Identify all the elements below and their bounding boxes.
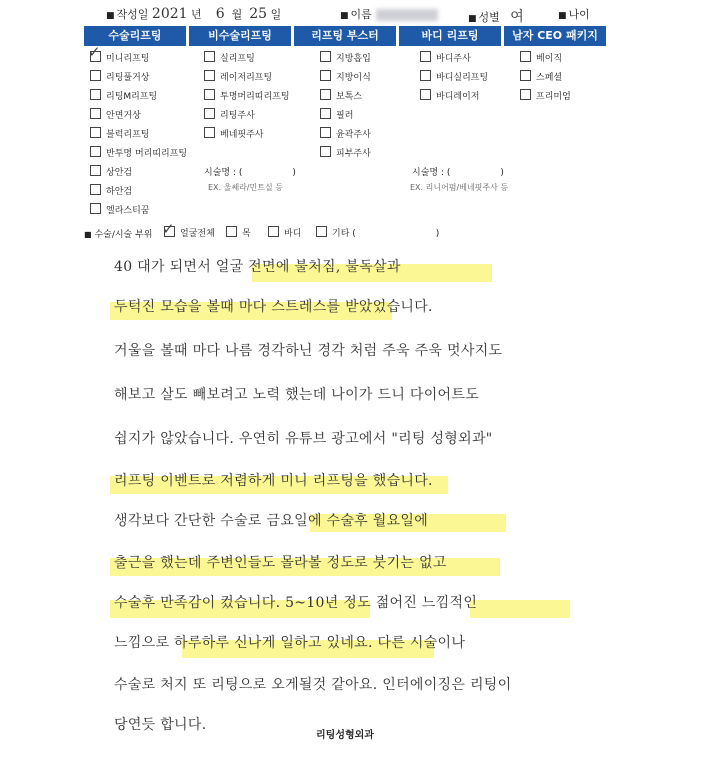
checkbox[interactable] xyxy=(320,127,331,138)
highlight xyxy=(470,600,570,618)
option-label: 얼굴전체 xyxy=(180,229,215,239)
option-item[interactable] xyxy=(420,89,488,108)
gender-value: 여 xyxy=(510,9,524,25)
option-label: 하안검 xyxy=(106,187,133,197)
checkbox[interactable] xyxy=(204,108,215,119)
option-item[interactable] xyxy=(320,146,371,165)
age-label: 나이 xyxy=(568,8,590,21)
option-item[interactable] xyxy=(520,89,571,108)
checkbox[interactable] xyxy=(204,51,215,62)
option-label: 바디레이저 xyxy=(436,92,480,102)
option-label: 리팅M리프팅 xyxy=(106,92,158,102)
option-label: 목 xyxy=(242,229,251,239)
checkbox[interactable] xyxy=(204,89,215,100)
checkbox[interactable] xyxy=(320,89,331,100)
review-line: 쉽지가 않았습니다. 우연히 유튜브 광고에서 "리팅 성형외과" xyxy=(114,431,493,447)
option-label: 미니리프팅 xyxy=(106,54,150,64)
checkbox[interactable] xyxy=(90,89,101,100)
review-line: 거울을 볼때 마다 나름 경각하닌 경각 처럼 주욱 주욱 멋사지도 xyxy=(114,343,503,359)
checkbox[interactable] xyxy=(320,146,331,157)
area-label: ■ 수술/시술 부위 xyxy=(84,230,153,240)
checkbox[interactable] xyxy=(520,51,531,62)
review-line: 출근을 했는데 주변인들도 몰라볼 정도로 붓기는 없고 xyxy=(114,555,447,571)
option-item[interactable] xyxy=(204,127,290,146)
option-item[interactable] xyxy=(88,43,187,70)
option-item[interactable] xyxy=(90,165,187,184)
options-column-booster xyxy=(320,51,371,165)
option-label: 지방이식 xyxy=(336,73,371,83)
checkbox[interactable] xyxy=(162,220,175,238)
option-item[interactable] xyxy=(320,70,371,89)
option-item[interactable] xyxy=(320,51,371,70)
option-label: 레이저리프팅 xyxy=(220,73,273,83)
surgery-name-close: ) xyxy=(500,168,504,178)
option-item[interactable] xyxy=(320,108,371,127)
checkbox[interactable] xyxy=(204,70,215,81)
option-label: 바디 xyxy=(284,229,302,239)
review-line: 해보고 살도 빼보려고 노력 했는데 나이가 드니 다이어트도 xyxy=(114,387,480,403)
age-field: ■ 나이 xyxy=(558,8,590,21)
checkbox[interactable] xyxy=(204,127,215,138)
checkbox[interactable] xyxy=(520,70,531,81)
option-label: 프리미엄 xyxy=(536,92,571,102)
category-body-lifting: 바디 리프팅 xyxy=(399,26,501,46)
option-label: 베네핏주사 xyxy=(220,130,264,140)
option-label: 리팅주사 xyxy=(220,111,255,121)
option-label: 반투명 머리띠리프팅 xyxy=(106,149,188,159)
option-label: 안면거상 xyxy=(106,111,141,121)
review-line: 당연듯 합니다. xyxy=(114,717,207,733)
surgery-name-field-left[interactable] xyxy=(204,165,296,178)
option-label: 리팅풀거상 xyxy=(106,73,150,83)
options-column-body xyxy=(420,51,488,108)
option-label: 스페셜 xyxy=(536,73,563,83)
gender-label: 성별 xyxy=(478,11,500,24)
form-header xyxy=(0,2,710,24)
checkbox[interactable] xyxy=(90,203,101,214)
option-label: 지방흡입 xyxy=(336,54,371,64)
option-label: 엘라스티꿈 xyxy=(106,206,150,216)
review-line: 40 대가 되면서 얼굴 전면에 불처짐, 불독살과 xyxy=(114,259,401,275)
option-item[interactable] xyxy=(90,70,187,89)
option-label: 기타 ( xyxy=(332,229,356,239)
checkmark-icon: ✓ xyxy=(88,43,101,61)
year-suffix: 년 xyxy=(191,8,202,21)
checkbox[interactable] xyxy=(320,51,331,62)
review-line: 수술로 처지 또 리팅으로 오게될것 같아요. 인터에이징은 리팅이 xyxy=(114,677,512,693)
surgery-name-close: ) xyxy=(292,168,296,178)
category-men-ceo-package: 남자 CEO 패키지 xyxy=(504,26,606,46)
checkbox[interactable] xyxy=(90,165,101,176)
checkbox[interactable] xyxy=(420,51,431,62)
area-option-other[interactable] xyxy=(316,226,439,239)
checkbox[interactable] xyxy=(90,184,101,195)
clinic-name: 리팅성형외과 xyxy=(316,730,374,741)
option-item[interactable] xyxy=(204,89,290,108)
option-item[interactable] xyxy=(90,184,187,203)
category-surgical-lifting: 수술리프팅 xyxy=(84,26,186,46)
checkbox[interactable] xyxy=(420,89,431,100)
review-line: 수술후 만족감이 컸습니다. 5~10년 정도 젊어진 느낌적인 xyxy=(114,595,478,611)
month-suffix: 월 xyxy=(231,8,243,21)
option-item[interactable] xyxy=(420,51,488,70)
option-item[interactable] xyxy=(204,70,290,89)
checkbox[interactable] xyxy=(520,89,531,100)
option-label: 바디주사 xyxy=(436,54,471,64)
option-label: 블럭리프팅 xyxy=(106,130,150,140)
checkbox[interactable] xyxy=(320,108,331,119)
category-nonsurgical-lifting: 비수술리프팅 xyxy=(189,26,291,46)
option-item[interactable] xyxy=(520,70,571,89)
checkbox[interactable] xyxy=(90,127,101,138)
name-label: 이름 xyxy=(350,8,372,21)
options-column-surgical xyxy=(88,43,188,222)
option-item[interactable] xyxy=(204,51,290,70)
option-label: 실리프팅 xyxy=(220,54,255,64)
name-redacted xyxy=(376,9,438,21)
option-label: 베이직 xyxy=(536,54,563,64)
option-label: 필러 xyxy=(336,111,354,121)
options-column-nonsurgical xyxy=(204,51,290,146)
surgery-name-label: 시술명 : ( xyxy=(204,168,243,178)
checkbox[interactable] xyxy=(316,226,327,237)
checkbox[interactable] xyxy=(90,108,101,119)
option-label: 윤곽주사 xyxy=(336,130,371,140)
year-value: 2021 xyxy=(151,6,188,22)
option-label: 투명머리띠리프팅 xyxy=(220,92,290,102)
checkbox[interactable] xyxy=(268,226,279,237)
name-field: ■ 이름 xyxy=(340,6,438,22)
category-lifting-booster: 리프팅 부스터 xyxy=(294,26,396,46)
checkbox[interactable] xyxy=(420,70,431,81)
surgery-name-label: 시술명 : ( xyxy=(412,168,451,178)
checkbox[interactable] xyxy=(88,43,101,62)
area-option-face[interactable] xyxy=(162,220,215,239)
area-option-body[interactable] xyxy=(268,226,301,239)
option-item[interactable] xyxy=(90,89,187,108)
option-label: 보톡스 xyxy=(336,92,363,102)
review-line: 생각보다 간단한 수술로 금요일에 수술후 월요일에 xyxy=(114,513,429,529)
gender-field: ■ 성별 여 xyxy=(468,9,524,25)
date-field: ■ 작성일 2021 년 6 월 25 일 xyxy=(106,6,282,22)
surgery-example-right: EX. 리니어펌/베네핏주사 등 xyxy=(410,183,509,192)
area-option-neck[interactable] xyxy=(226,226,251,239)
checkbox[interactable] xyxy=(90,146,101,157)
surgery-example-left: EX. 울쎄라/민트실 등 xyxy=(208,183,283,192)
checkbox[interactable] xyxy=(226,226,237,237)
review-line: 리프팅 이벤트로 저렴하게 미니 리프팅을 했습니다. xyxy=(114,473,433,489)
option-item[interactable] xyxy=(420,70,488,89)
review-line: 두턱진 모습을 볼때 마다 스트레스를 받았었습니다. xyxy=(114,299,433,315)
surgery-name-field-right[interactable] xyxy=(412,165,504,178)
day-value: 25 xyxy=(249,6,268,22)
option-item[interactable] xyxy=(320,127,371,146)
option-item[interactable] xyxy=(90,108,187,127)
category-bar xyxy=(84,26,606,46)
option-label: 바디실리프팅 xyxy=(436,73,489,83)
handwritten-review xyxy=(84,240,624,756)
review-line: 느낌으로 하루하루 신나게 일하고 있네요. 다른 시술이나 xyxy=(114,635,466,651)
date-label: 작성일 xyxy=(116,8,149,21)
option-item[interactable] xyxy=(90,146,187,165)
checkmark-icon: ✓ xyxy=(162,220,175,238)
option-item[interactable] xyxy=(204,108,290,127)
options-column-ceo xyxy=(520,51,571,108)
day-suffix: 일 xyxy=(270,8,282,21)
checkbox[interactable] xyxy=(90,70,101,81)
checkbox[interactable] xyxy=(320,70,331,81)
option-item[interactable] xyxy=(520,51,571,70)
option-label: 상안검 xyxy=(106,168,133,178)
area-other-close: ) xyxy=(435,229,440,239)
option-label: 피부주사 xyxy=(336,149,371,159)
option-item[interactable] xyxy=(90,127,187,146)
month-value: 6 xyxy=(215,6,225,22)
option-item[interactable] xyxy=(320,89,371,108)
treatment-area-row xyxy=(84,220,624,240)
